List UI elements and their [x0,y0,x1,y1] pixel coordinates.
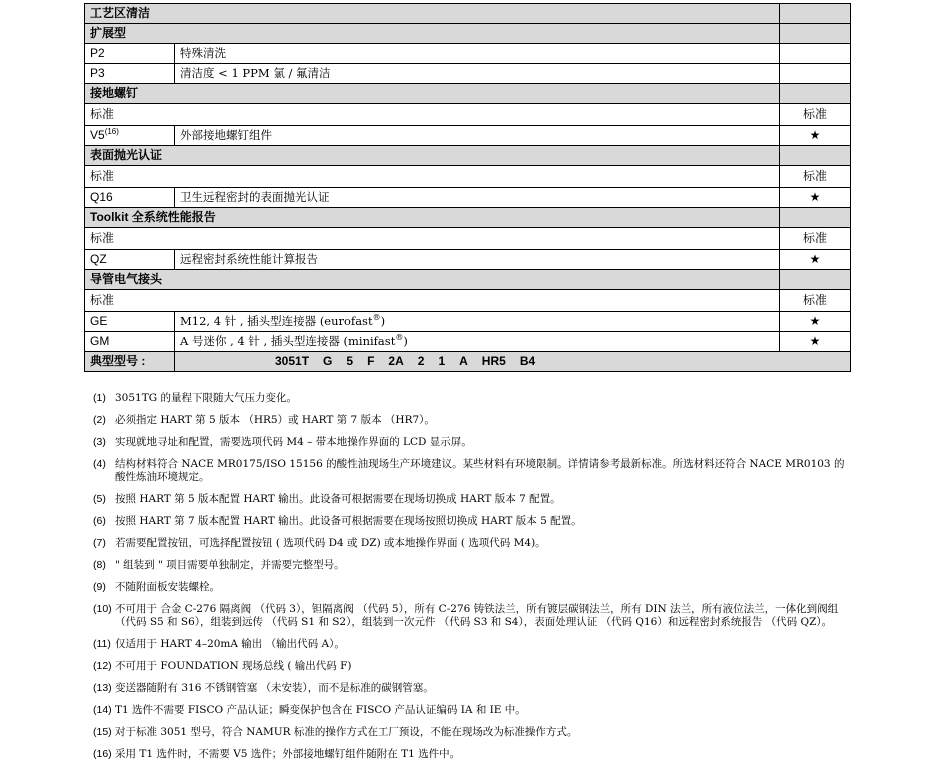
section-empty-cell [780,4,851,24]
standard-right-label: 标准 [780,228,851,250]
section-header-row [85,270,851,290]
option-row [85,44,851,64]
option-description: 卫生远程密封的表面抛光认证 [180,190,330,204]
footnote-number: (9) [93,581,106,593]
option-code-cell [85,332,175,352]
footnote-number: (11) [93,638,111,650]
option-code-cell [85,250,175,270]
option-description-cell [175,250,780,270]
footnote-text: 变送器随附有 316 不锈钢管塞 （未安装），而不是标准的碳钢管塞。 [115,682,434,694]
footnote-ref: (16) [104,127,119,136]
footnote [93,436,853,449]
star-mark [780,64,851,84]
footnote-text: 按照 HART 第 5 版本配置 HART 输出。此设备可根据需要在现场切换成 HART 版本 7 配置。 [115,493,561,505]
model-part: 3051T [275,354,310,368]
option-description-cell [175,188,780,208]
section-header-row [85,4,851,24]
footnote-text: 结构材料符合 NACE MR0175/ISO 15156 的酸性油现场生产环境建议。某些材料有环境限制。详情请参考最新标准。所选材料还符合 NACE MR0103 的酸性炼油环境规定。 [115,458,845,483]
option-row [85,126,851,146]
section-header-row [85,24,851,44]
section-header-row [85,84,851,104]
standard-row [85,290,851,312]
model-part: 2 [417,354,425,368]
star-mark: ★ [780,312,851,332]
section-empty-cell [780,146,851,166]
standard-label: 标准 [85,228,780,250]
option-code-cell [85,188,175,208]
option-code-cell [85,44,175,64]
footnote-text: 3051TG 的量程下限随大气压力变化。 [115,392,297,404]
footnote-number: (14) [93,704,112,716]
footnote-number: (13) [93,682,112,694]
footnote-text: 若需要配置按钮，可选择配置按钮 ( 选项代码 D4 或 DZ) 或本地操作界面 ( 选项代码 M4)。 [115,537,546,549]
footnote-number: (15) [93,726,112,738]
model-part: HR5 [481,354,506,368]
option-row [85,312,851,332]
model-part: 1 [438,354,446,368]
option-description: M12, 4 针 , 插头型连接器 (eurofast [180,314,373,328]
option-description-cell [175,64,780,84]
footnote [93,493,853,506]
footnote-number: (16) [93,748,112,760]
option-description: A 号迷你 , 4 针 , 插头型连接器 (minifast [180,334,396,348]
section-empty-cell [780,208,851,228]
registered-mark: ® [395,333,404,343]
option-description-cell [175,126,780,146]
star-mark: ★ [780,126,851,146]
model-part: G [323,354,333,368]
footnote-text: 按照 HART 第 7 版本配置 HART 输出。此设备可根据需要在现场按照切换成 HART 版本 5 配置。 [115,515,582,527]
section-empty-cell [780,270,851,290]
footnote-text: 采用 T1 选件时，不需要 V5 选件；外部接地螺钉组件随附在 T1 选件中。 [115,748,461,760]
option-description-cell [175,312,780,332]
section-empty-cell [780,24,851,44]
footnote-text: 不可用于 FOUNDATION 现场总线 ( 输出代码 F) [115,660,352,672]
option-description: 远程密封系统性能计算报告 [180,252,318,266]
option-description-tail: ) [380,314,386,328]
standard-row [85,104,851,126]
standard-right-label: 标准 [780,290,851,312]
footnote-text: 不可用于 合金 C-276 隔离阀 （代码 3），钽隔离阀 （代码 5），所有 C-276 铸铁法兰，所有镀层碳钢法兰，所有 DIN 法兰，所有液位法兰，一体化到阀组 （代码 S5 和 S6），组装到远传 （代码 S1 和 S2），组装到一次元件 （代码 S3 和 S4），表面处理认证 （代码 Q16）和远程密封系统报告 （代码 QZ）。 [115,603,839,628]
footnote-number: (6) [93,515,106,527]
option-code: V5 [90,128,105,142]
section-title: 导管电气接头 [85,270,780,290]
footnote-number: (8) [93,559,106,571]
footnote [93,726,853,739]
footnote [93,638,853,651]
footnote-number: (5) [93,493,106,505]
option-description: 清洁度 < 1 PPM 氯 / 氟清洁 [180,66,331,80]
standard-label: 标准 [85,166,780,188]
star-mark [780,44,851,64]
standard-label: 标准 [85,104,780,126]
model-part: 5 [346,354,354,368]
footnote-text: " 组装到 " 项目需要单独制定，并需要完整型号。 [115,559,345,571]
option-code-cell [85,64,175,84]
section-title: 工艺区清洁 [85,4,780,24]
standard-row [85,228,851,250]
star-mark: ★ [780,250,851,270]
option-code: P3 [90,66,105,80]
section-empty-cell [780,84,851,104]
footnote [93,414,853,427]
section-title: 扩展型 [85,24,780,44]
model-part: A [459,354,468,368]
footnote [93,458,853,484]
standard-right-label: 标准 [780,104,851,126]
footnote-number: (4) [93,458,106,470]
footnote-number: (3) [93,436,106,448]
option-description-cell [175,332,780,352]
footnote-number: (10) [93,603,112,615]
option-description-cell [175,44,780,64]
option-description: 特殊清洗 [180,46,226,60]
model-part: B4 [519,354,536,368]
footnote-number: (12) [93,660,112,672]
footnote-text: 实现就地寻址和配置，需要选项代码 M4 – 带本地操作界面的 LCD 显示屏。 [115,436,472,448]
model-part: F [367,354,375,368]
option-code-cell [85,126,175,146]
option-row [85,64,851,84]
footnote-text: 不随附面板安装螺栓。 [115,581,220,593]
footnote-number: (7) [93,537,106,549]
section-title: 接地螺钉 [85,84,780,104]
option-code-cell [85,312,175,332]
section-title: 表面抛光认证 [85,146,780,166]
footnote [93,537,853,550]
footnote-text: T1 选件不需要 FISCO 产品认证；瞬变保护包含在 FISCO 产品认证编码 IA 和 IE 中。 [115,704,526,716]
section-header-row [85,146,851,166]
footnote-number: (2) [93,414,106,426]
footnote [93,559,853,572]
standard-label: 标准 [85,290,780,312]
option-code: Q16 [90,190,113,204]
option-description: 外部接地螺钉组件 [180,128,272,142]
footnote-number: (1) [93,392,106,404]
option-row [85,332,851,352]
option-row [85,250,851,270]
footnote-text: 仅适用于 HART 4–20mA 输出 （输出代码 A）。 [115,638,345,650]
footnote [93,660,853,673]
footnote [93,515,853,528]
standard-row [85,166,851,188]
option-code: GM [90,334,110,348]
registered-mark: ® [372,313,381,323]
typical-model-row [85,352,851,372]
footnote [93,682,853,695]
option-code: GE [90,314,108,328]
footnote-text: 对于标准 3051 型号，符合 NAMUR 标准的操作方式在工厂预设，不能在现场改为标准操作方式。 [115,726,578,738]
option-description-tail: ) [403,334,408,348]
standard-right-label: 标准 [780,166,851,188]
model-part: 2A [388,354,404,368]
footnote [93,704,853,717]
footnote [93,392,853,405]
star-mark: ★ [780,188,851,208]
star-mark: ★ [780,332,851,352]
option-row [85,188,851,208]
option-code: QZ [90,252,107,266]
footnote [93,748,853,761]
section-title: Toolkit 全系统性能报告 [85,208,780,228]
options-table [84,3,851,372]
footnote-text: 必须指定 HART 第 5 版本 （HR5）或 HART 第 7 版本 （HR7）。 [115,414,435,426]
footnote [93,581,853,594]
option-code: P2 [90,46,105,60]
typical-model-number [175,352,851,372]
typical-model-label: 典型型号 : [85,352,175,372]
footnotes [93,392,853,761]
footnote [93,603,853,629]
section-header-row [85,208,851,228]
